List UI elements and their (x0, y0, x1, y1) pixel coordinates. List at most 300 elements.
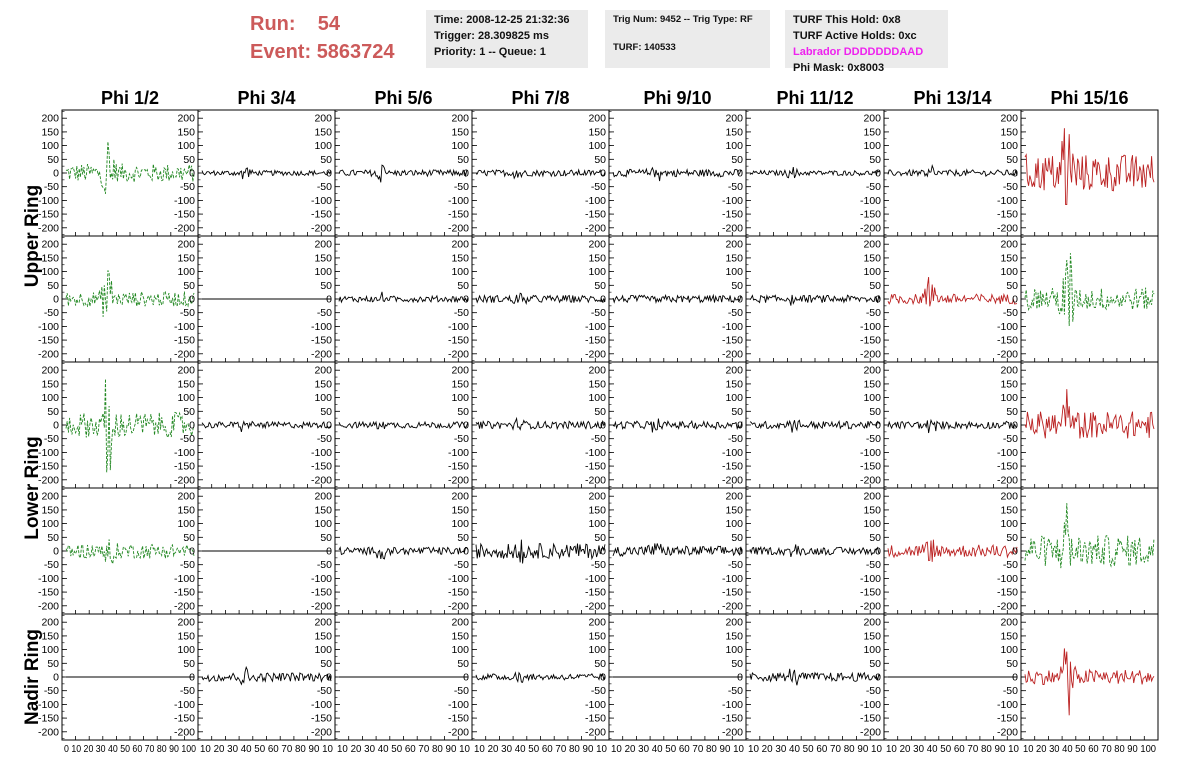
y-tick-label: -50 (43, 433, 59, 446)
y-tick-label: 0 (189, 545, 195, 558)
y-tick-label: -150 (996, 460, 1018, 473)
y-tick-label: 200 (177, 364, 195, 377)
y-tick-label: -100 (721, 446, 743, 459)
y-tick-label: -50 (453, 433, 469, 446)
y-tick-label: 50 (869, 279, 881, 292)
y-tick-label: -100 (310, 572, 332, 585)
y-tick-label: -150 (859, 712, 881, 725)
y-tick-label: -150 (721, 586, 743, 599)
waveform-trace (202, 168, 331, 179)
y-tick-label: -100 (37, 320, 59, 333)
y-tick-label: 50 (594, 153, 606, 166)
y-tick-label: -50 (865, 307, 881, 320)
y-tick-label: 150 (588, 126, 606, 139)
y-tick-label: 100 (725, 518, 743, 531)
y-tick-label: 0 (1012, 671, 1018, 684)
y-tick-label: 50 (869, 657, 881, 670)
y-tick-label: -100 (310, 320, 332, 333)
y-tick-label: -200 (310, 348, 332, 361)
y-tick-label: 200 (1000, 364, 1018, 377)
y-tick-label: 50 (183, 153, 195, 166)
y-tick-label: 100 (1000, 644, 1018, 657)
y-tick-label: 200 (725, 238, 743, 251)
y-tick-label: 50 (1006, 279, 1018, 292)
y-tick-label: -200 (447, 474, 469, 487)
y-tick-label: 0 (189, 293, 195, 306)
waveform-trace (1025, 128, 1154, 204)
y-tick-label: -50 (865, 685, 881, 698)
y-tick-label: -50 (179, 685, 195, 698)
y-tick-label: 50 (457, 279, 469, 292)
y-tick-label: 50 (320, 279, 332, 292)
y-tick-label: -150 (310, 208, 332, 221)
y-tick-label: 150 (314, 504, 332, 517)
y-tick-label: -200 (859, 222, 881, 235)
y-tick-label: 150 (177, 126, 195, 139)
y-tick-label: -200 (447, 600, 469, 613)
y-tick-label: 200 (725, 112, 743, 125)
y-tick-label: 100 (588, 266, 606, 279)
y-tick-label: 150 (725, 126, 743, 139)
y-tick-label: 200 (588, 616, 606, 629)
y-tick-label: 50 (457, 531, 469, 544)
y-tick-label: 50 (1006, 153, 1018, 166)
y-tick-label: -100 (173, 572, 195, 585)
waveform-trace (613, 295, 742, 302)
y-tick-label: 200 (451, 364, 469, 377)
y-tick-label: 100 (177, 644, 195, 657)
ring-label: Upper Ring (22, 184, 43, 288)
y-tick-label: 100 (177, 266, 195, 279)
y-tick-label: 0 (1012, 419, 1018, 432)
y-tick-label: 0 (600, 545, 606, 558)
y-tick-label: -150 (859, 586, 881, 599)
panel-frame (1021, 110, 1158, 236)
y-tick-label: -100 (584, 572, 606, 585)
y-tick-label: -200 (996, 726, 1018, 739)
y-tick-label: -50 (43, 307, 59, 320)
y-tick-label: -100 (447, 698, 469, 711)
y-tick-label: 200 (863, 490, 881, 503)
y-tick-label: -50 (179, 433, 195, 446)
y-tick-label: -100 (584, 320, 606, 333)
y-tick-label: -100 (721, 572, 743, 585)
y-tick-label: -200 (173, 600, 195, 613)
waveform-trace (1025, 389, 1154, 438)
y-tick-label: 200 (588, 490, 606, 503)
y-tick-label: -150 (310, 712, 332, 725)
y-tick-label: 0 (53, 671, 59, 684)
y-tick-label: -100 (310, 194, 332, 207)
y-tick-label: -100 (859, 572, 881, 585)
waveform-trace (339, 422, 468, 429)
y-tick-label: -50 (453, 685, 469, 698)
waveform-trace (750, 669, 880, 686)
y-tick-label: -200 (310, 726, 332, 739)
y-tick-label: 0 (600, 419, 606, 432)
y-tick-label: 150 (863, 126, 881, 139)
y-tick-label: -50 (43, 559, 59, 572)
waveform-trace (66, 539, 194, 563)
y-tick-label: 200 (588, 238, 606, 251)
y-tick-label: 150 (725, 630, 743, 643)
x-tick-label: 10 20 30 40 50 60 70 80 90 100 (1023, 743, 1157, 755)
y-tick-label: -200 (721, 474, 743, 487)
y-tick-label: 100 (451, 518, 469, 531)
y-tick-label: 0 (326, 419, 332, 432)
y-tick-label: 150 (41, 252, 59, 265)
y-tick-label: -50 (1002, 559, 1018, 572)
turf-active-holds: TURF Active Holds: 0xc (793, 30, 917, 42)
y-tick-label: 50 (731, 405, 743, 418)
y-tick-label: -100 (37, 446, 59, 459)
y-tick-label: -50 (865, 559, 881, 572)
y-tick-label: 150 (863, 504, 881, 517)
y-tick-label: 150 (41, 504, 59, 517)
y-tick-label: 100 (41, 644, 59, 657)
waveform-trace (66, 142, 194, 194)
y-tick-label: -100 (584, 194, 606, 207)
waveform-trace (750, 420, 880, 432)
y-tick-label: 50 (47, 405, 59, 418)
y-tick-label: 150 (177, 630, 195, 643)
y-tick-label: 200 (177, 112, 195, 125)
waveform-trace (339, 547, 468, 559)
y-tick-label: 50 (731, 657, 743, 670)
y-tick-label: -50 (590, 307, 606, 320)
y-tick-label: 0 (189, 419, 195, 432)
y-tick-label: 200 (314, 112, 332, 125)
waveform-trace (476, 167, 606, 180)
y-tick-label: -50 (865, 433, 881, 446)
y-tick-label: -100 (37, 572, 59, 585)
y-tick-label: -150 (996, 712, 1018, 725)
y-tick-label: 150 (41, 378, 59, 391)
y-tick-label: 100 (863, 644, 881, 657)
y-tick-label: 100 (314, 518, 332, 531)
y-tick-label: 0 (737, 545, 743, 558)
y-tick-label: 100 (588, 644, 606, 657)
y-tick-label: -150 (447, 712, 469, 725)
y-tick-label: 200 (314, 238, 332, 251)
y-tick-label: 200 (41, 616, 59, 629)
y-tick-label: -150 (584, 460, 606, 473)
y-tick-label: -50 (179, 181, 195, 194)
y-tick-label: -150 (310, 586, 332, 599)
y-tick-label: 150 (451, 378, 469, 391)
y-tick-label: 150 (1000, 126, 1018, 139)
y-tick-label: 100 (314, 140, 332, 153)
y-tick-label: -200 (584, 474, 606, 487)
y-tick-label: -100 (721, 320, 743, 333)
y-tick-label: -100 (721, 698, 743, 711)
y-tick-label: -200 (721, 348, 743, 361)
y-tick-label: -200 (173, 474, 195, 487)
y-tick-label: -150 (447, 586, 469, 599)
y-tick-label: -50 (316, 433, 332, 446)
y-tick-label: -100 (996, 320, 1018, 333)
y-tick-label: 0 (737, 167, 743, 180)
waveform-trace (339, 292, 468, 302)
y-tick-label: 50 (47, 153, 59, 166)
y-tick-label: -200 (37, 726, 59, 739)
y-tick-label: -100 (996, 446, 1018, 459)
y-tick-label: 100 (1000, 392, 1018, 405)
y-tick-label: 50 (320, 531, 332, 544)
y-tick-label: -150 (584, 712, 606, 725)
y-tick-label: -150 (37, 712, 59, 725)
x-tick-label: 10 20 30 40 50 60 70 80 90 10 (611, 743, 745, 755)
y-tick-label: -150 (37, 334, 59, 347)
y-tick-label: -50 (727, 559, 743, 572)
waveform-trace (339, 165, 468, 182)
y-tick-label: 150 (314, 126, 332, 139)
y-tick-label: -200 (721, 726, 743, 739)
y-tick-label: 50 (869, 531, 881, 544)
waveform-trace (888, 540, 1017, 562)
turf-text: TURF: 140533 (613, 42, 676, 53)
y-tick-label: 100 (41, 266, 59, 279)
y-tick-label: 200 (177, 490, 195, 503)
y-tick-label: 0 (875, 419, 881, 432)
y-tick-label: 200 (451, 112, 469, 125)
waveform-trace (476, 673, 605, 683)
y-tick-label: 50 (1006, 531, 1018, 544)
y-tick-label: 100 (41, 140, 59, 153)
y-tick-label: 200 (41, 238, 59, 251)
y-tick-label: 50 (47, 657, 59, 670)
y-tick-label: 50 (183, 279, 195, 292)
y-tick-label: 0 (600, 293, 606, 306)
y-tick-label: 150 (41, 630, 59, 643)
y-tick-label: 100 (451, 644, 469, 657)
x-tick-label: 10 20 30 40 50 60 70 80 90 10 (886, 743, 1020, 755)
y-tick-label: -200 (584, 348, 606, 361)
y-tick-label: 200 (1000, 490, 1018, 503)
y-tick-label: -100 (859, 698, 881, 711)
y-tick-label: -100 (859, 446, 881, 459)
y-tick-label: 150 (588, 630, 606, 643)
x-tick-label: 10 20 30 40 50 60 70 80 90 10 (748, 743, 883, 755)
y-tick-label: 100 (314, 644, 332, 657)
run-label: Run: (250, 13, 296, 35)
y-tick-label: 150 (314, 252, 332, 265)
y-tick-label: -200 (996, 474, 1018, 487)
y-tick-label: -200 (173, 726, 195, 739)
waveform-trace (66, 270, 194, 316)
y-tick-label: 0 (326, 545, 332, 558)
y-tick-label: -150 (447, 208, 469, 221)
y-tick-label: 50 (457, 405, 469, 418)
y-tick-label: 0 (737, 293, 743, 306)
y-tick-label: -50 (727, 307, 743, 320)
y-tick-label: 150 (41, 126, 59, 139)
waveform-trace (202, 419, 332, 432)
y-tick-label: -150 (37, 208, 59, 221)
y-tick-label: 0 (189, 167, 195, 180)
y-tick-label: 200 (863, 616, 881, 629)
turf-this-hold: TURF This Hold: 0x8 (793, 14, 901, 26)
y-tick-label: 50 (47, 279, 59, 292)
y-tick-label: 150 (314, 378, 332, 391)
y-tick-label: -200 (996, 600, 1018, 613)
y-tick-label: -50 (1002, 307, 1018, 320)
y-tick-label: 100 (451, 392, 469, 405)
y-tick-label: -200 (310, 222, 332, 235)
y-tick-label: -100 (721, 194, 743, 207)
y-tick-label: -200 (37, 348, 59, 361)
y-tick-label: 0 (53, 167, 59, 180)
labrador-text: Labrador DDDDDDDAAD (793, 46, 924, 58)
y-tick-label: 100 (451, 266, 469, 279)
waveform-trace (1025, 253, 1154, 326)
event-value: 5863724 (316, 41, 395, 63)
y-tick-label: -150 (447, 334, 469, 347)
x-tick-label: 10 20 30 40 50 60 70 80 90 10 (474, 743, 608, 755)
trig-num-text: Trig Num: 9452 -- Trig Type: RF (613, 14, 753, 25)
y-tick-label: -50 (43, 685, 59, 698)
y-tick-label: -150 (310, 334, 332, 347)
column-header: Phi 15/16 (1050, 88, 1129, 108)
y-tick-label: 0 (463, 293, 469, 306)
y-tick-label: -200 (721, 222, 743, 235)
y-tick-label: 100 (863, 392, 881, 405)
y-tick-label: -200 (859, 726, 881, 739)
y-tick-label: 0 (600, 167, 606, 180)
y-tick-label: 50 (594, 531, 606, 544)
y-tick-label: 200 (863, 112, 881, 125)
y-tick-label: -150 (721, 208, 743, 221)
waveform-trace (750, 167, 880, 178)
y-tick-label: 50 (594, 405, 606, 418)
y-tick-label: -50 (453, 307, 469, 320)
time-text: Time: 2008-12-25 21:32:36 (434, 14, 570, 26)
waveform-trace (888, 420, 1017, 433)
y-tick-label: -200 (173, 222, 195, 235)
y-tick-label: -100 (173, 194, 195, 207)
y-tick-label: 0 (326, 293, 332, 306)
y-tick-label: 50 (1006, 405, 1018, 418)
y-tick-label: 150 (314, 630, 332, 643)
y-tick-label: 100 (451, 140, 469, 153)
y-tick-label: 150 (588, 378, 606, 391)
y-tick-label: 200 (725, 364, 743, 377)
panel-frame (1021, 488, 1158, 614)
y-tick-label: 150 (177, 378, 195, 391)
y-tick-label: 150 (725, 378, 743, 391)
waveform-trace (476, 540, 605, 564)
y-tick-label: -50 (590, 181, 606, 194)
y-tick-label: 100 (1000, 140, 1018, 153)
y-tick-label: -200 (173, 348, 195, 361)
y-tick-label: -200 (721, 600, 743, 613)
y-tick-label: -100 (173, 698, 195, 711)
waveform-trace (202, 667, 331, 684)
y-tick-label: 50 (457, 153, 469, 166)
y-tick-label: -50 (727, 181, 743, 194)
y-tick-label: 0 (875, 293, 881, 306)
y-tick-label: 150 (1000, 504, 1018, 517)
y-tick-label: 50 (320, 657, 332, 670)
y-tick-label: -50 (727, 685, 743, 698)
y-tick-label: -150 (173, 208, 195, 221)
y-tick-label: 200 (177, 238, 195, 251)
waveform-trace (476, 293, 605, 303)
y-tick-label: -200 (37, 474, 59, 487)
y-tick-label: -200 (447, 222, 469, 235)
y-tick-label: 200 (1000, 616, 1018, 629)
y-tick-label: -100 (447, 572, 469, 585)
y-tick-label: 50 (869, 405, 881, 418)
y-tick-label: 150 (451, 630, 469, 643)
y-tick-label: 100 (41, 392, 59, 405)
column-header: Phi 13/14 (913, 88, 992, 108)
y-tick-label: -50 (865, 181, 881, 194)
y-tick-label: -50 (453, 559, 469, 572)
y-tick-label: 50 (457, 657, 469, 670)
y-tick-label: 50 (1006, 657, 1018, 670)
y-tick-label: 0 (1012, 545, 1018, 558)
y-tick-label: 200 (41, 112, 59, 125)
y-tick-label: 150 (588, 252, 606, 265)
y-tick-label: -50 (590, 559, 606, 572)
y-tick-label: 50 (594, 279, 606, 292)
y-tick-label: 50 (731, 153, 743, 166)
y-tick-label: -200 (37, 222, 59, 235)
y-tick-label: 100 (1000, 266, 1018, 279)
y-tick-label: 200 (41, 364, 59, 377)
y-tick-label: 100 (863, 140, 881, 153)
y-tick-label: 0 (600, 671, 606, 684)
column-header: Phi 9/10 (643, 88, 712, 108)
y-tick-label: -200 (996, 222, 1018, 235)
y-tick-label: -100 (173, 446, 195, 459)
y-tick-label: 150 (451, 126, 469, 139)
y-tick-label: -50 (1002, 181, 1018, 194)
y-tick-label: 200 (314, 616, 332, 629)
y-tick-label: -150 (310, 460, 332, 473)
y-tick-label: 50 (320, 153, 332, 166)
x-tick-label: 10 20 30 40 50 60 70 80 90 10 (337, 743, 471, 755)
y-tick-label: 0 (463, 167, 469, 180)
y-tick-label: 150 (451, 252, 469, 265)
column-header: Phi 1/2 (100, 88, 160, 108)
waveform-trace (888, 166, 1017, 177)
y-tick-label: -200 (584, 222, 606, 235)
y-tick-label: -100 (859, 194, 881, 207)
y-tick-label: -200 (310, 474, 332, 487)
y-tick-label: 0 (875, 545, 881, 558)
x-tick-label: 0 10 20 30 40 50 60 70 80 90 100 (64, 743, 197, 755)
y-tick-label: -100 (996, 572, 1018, 585)
y-tick-label: -50 (179, 559, 195, 572)
y-tick-label: 100 (177, 392, 195, 405)
y-tick-label: 100 (314, 266, 332, 279)
y-tick-label: 0 (875, 167, 881, 180)
y-tick-label: -150 (173, 712, 195, 725)
y-tick-label: -100 (173, 320, 195, 333)
y-tick-label: 0 (53, 545, 59, 558)
y-tick-label: 200 (451, 238, 469, 251)
y-tick-label: 150 (177, 504, 195, 517)
y-tick-label: -200 (447, 348, 469, 361)
y-tick-label: -100 (310, 698, 332, 711)
y-tick-label: 100 (588, 392, 606, 405)
y-tick-label: -200 (447, 726, 469, 739)
y-tick-label: 50 (183, 531, 195, 544)
y-tick-label: -150 (37, 586, 59, 599)
y-tick-label: -200 (584, 600, 606, 613)
